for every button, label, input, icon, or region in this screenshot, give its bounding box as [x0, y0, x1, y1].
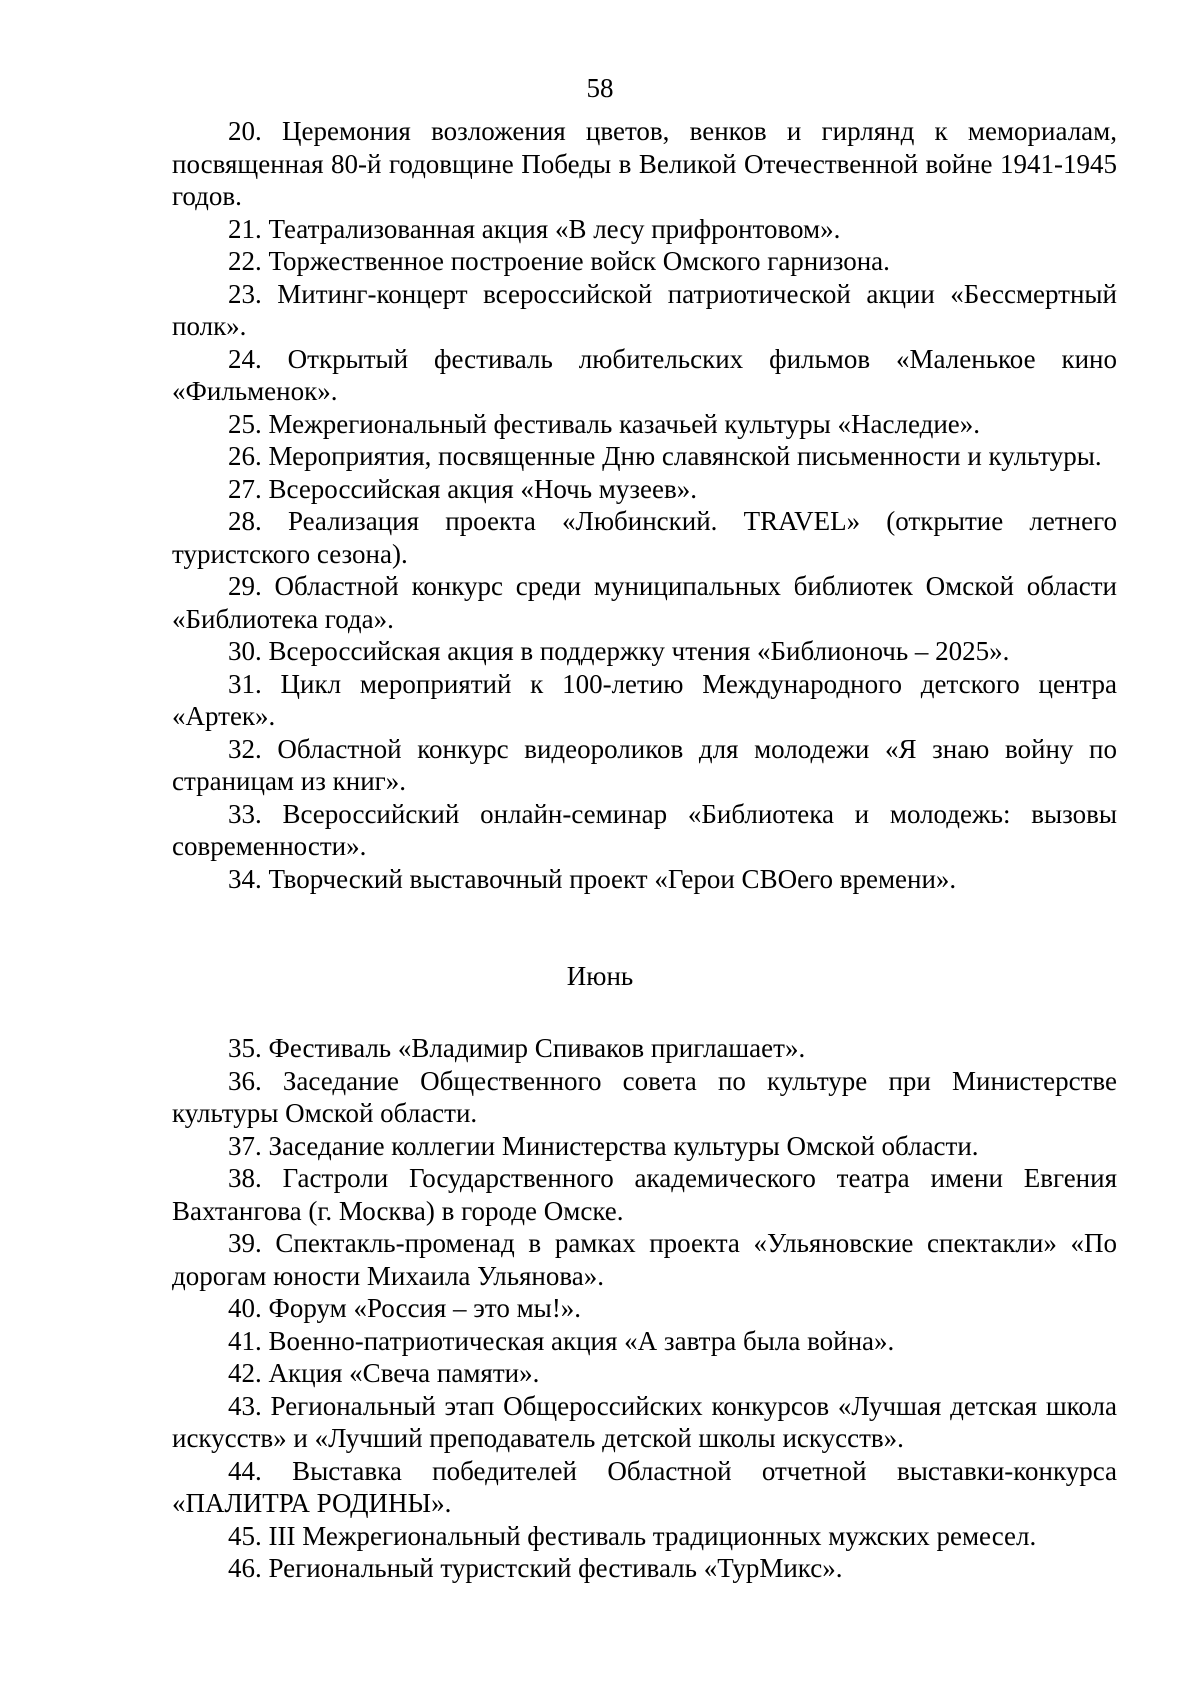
- list-item: 26. Мероприятия, посвященные Дню славянской письменности и культуры.: [228, 441, 1102, 471]
- list-item: 30. Всероссийская акция в поддержку чтения «Библионочь – 2025».: [228, 636, 1010, 666]
- list-item: 27. Всероссийская акция «Ночь музеев».: [228, 473, 698, 504]
- list-item: 40. Форум «Россия – это мы!».: [228, 1293, 582, 1323]
- list-item: 31. Цикл мероприятий к 100-летию Международного детского центра «Артек».: [172, 668, 1117, 731]
- list-item: 34. Творческий выставочный проект «Герои СВОего времени».: [228, 863, 957, 894]
- list-item: 45. III Межрегиональный фестиваль традиционных мужских ремесел.: [228, 1520, 1037, 1551]
- list-item: 42. Акция «Свеча памяти».: [228, 1358, 540, 1388]
- list-item: 37. Заседание коллегии Министерства культуры Омской области.: [228, 1130, 979, 1161]
- section-heading: Июнь: [566, 961, 634, 991]
- list-item: 21. Театрализованная акция «В лесу прифронтовом».: [228, 213, 841, 244]
- list-item: 36. Заседание Общественного совета по культуре при Министерстве культуры Омской области.: [172, 1065, 1117, 1128]
- list-item: 38. Гастроли Государственного академического театра имени Евгения Вахтангова (г. Москва) в городе Омске.: [172, 1163, 1117, 1226]
- list-item: 39. Спектакль-променад в рамках проекта «Ульяновские спектакли» «По дорогам юности Михаила Ульянова».: [172, 1228, 1117, 1291]
- list-item: 25. Межрегиональный фестиваль казачьей культуры «Наследие».: [228, 408, 981, 439]
- event-list-may: [172, 115, 1117, 895]
- list-item: 24. Открытый фестиваль любительских фильмов «Маленькое кино «Фильменок».: [172, 343, 1117, 406]
- list-item: 35. Фестиваль «Владимир Спиваков приглашает».: [228, 1033, 806, 1063]
- list-item: 28. Реализация проекта «Любинский. TRAVEL» (открытие летнего туристского сезона).: [172, 506, 1117, 569]
- list-item: 23. Митинг-концерт всероссийской патриотической акции «Бессмертный полк».: [172, 278, 1117, 341]
- list-item: 32. Областной конкурс видеороликов для молодежи «Я знаю войну по страницам из книг».: [172, 733, 1117, 796]
- list-item: 20. Церемония возложения цветов, венков и гирлянд к мемориалам, посвященная 80-й годовщине Победы в Великой Отечественной войне 1941-1945 годов.: [172, 116, 1117, 211]
- list-item: 44. Выставка победителей Областной отчетной выставки-конкурса «ПАЛИТРА РОДИНЫ».: [172, 1455, 1117, 1518]
- list-item: 22. Торжественное построение войск Омского гарнизона.: [228, 246, 890, 276]
- list-item: 43. Региональный этап Общероссийских конкурсов «Лучшая детская школа искусств» и «Лучший преподаватель детской школы искусств».: [172, 1390, 1117, 1453]
- list-item: 41. Военно-патриотическая акция «А завтра была война».: [228, 1325, 895, 1356]
- list-item: 29. Областной конкурс среди муниципальных библиотек Омской области «Библиотека года».: [172, 571, 1117, 634]
- list-item: 33. Всероссийский онлайн-семинар «Библиотека и молодежь: вызовы современности».: [172, 798, 1117, 861]
- page-number: 58: [586, 73, 614, 103]
- event-list-june: [172, 1032, 1117, 1585]
- list-item: 46. Региональный туристский фестиваль «ТурМикс».: [228, 1553, 843, 1583]
